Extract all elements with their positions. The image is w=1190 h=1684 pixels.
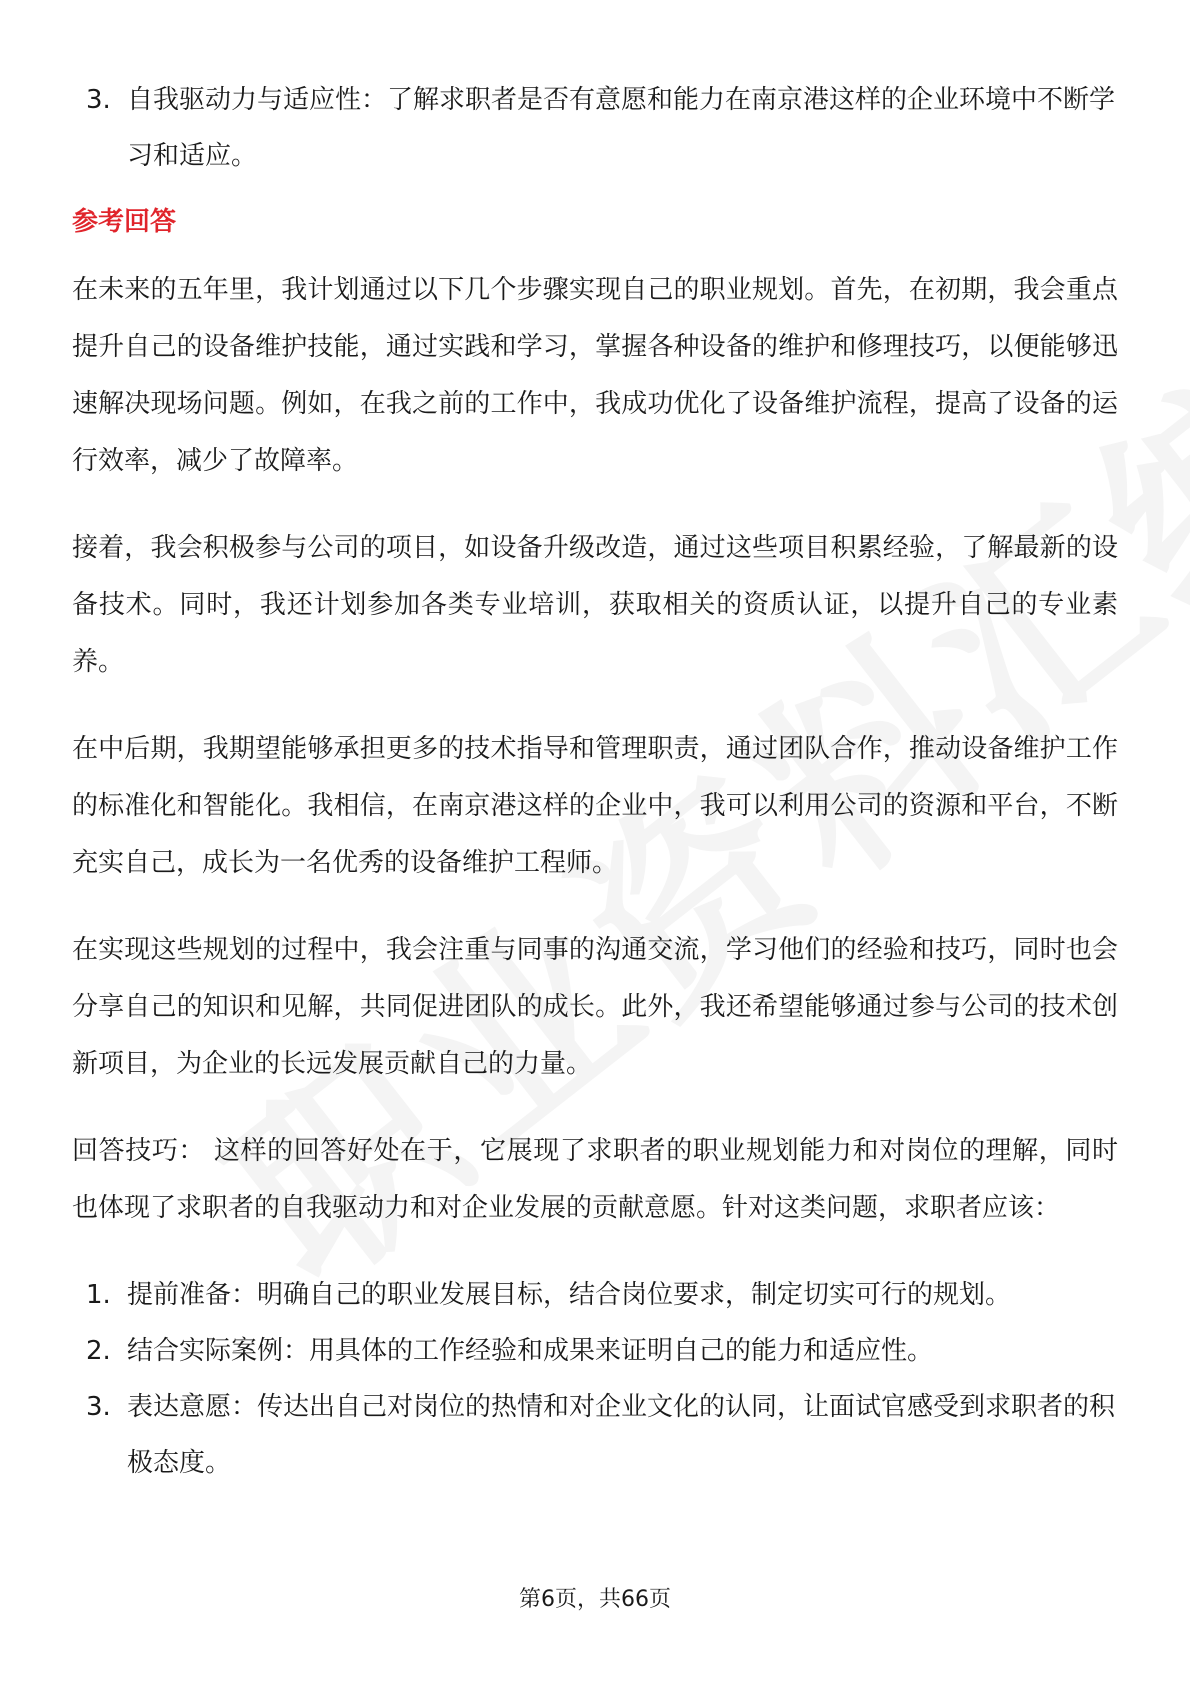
answer-paragraph: 接着，我会积极参与公司的项目，如设备升级改造，通过这些项目积累经验，了解最新的设备技术。同时，我还计划参加各类专业培训，获取相关的资质认证，以提升自己的专业素养。 bbox=[72, 533, 1118, 677]
list-item-number: 3. bbox=[86, 85, 111, 115]
answer-paragraph: 在中后期，我期望能够承担更多的技术指导和管理职责，通过团队合作，推动设备维护工作的标准化和智能化。我相信，在南京港这样的企业中，我可以利用公司的资源和平台，不断充实自己，成长为一名优秀的设备维护工程师。 bbox=[72, 734, 1118, 878]
list-item-text: 自我驱动力与适应性：了解求职者是否有意愿和能力在南京港这样的企业环境中不断学习和适应。 bbox=[127, 85, 1116, 171]
answer-paragraph: 在未来的五年里，我计划通过以下几个步骤实现自己的职业规划。首先，在初期，我会重点提升自己的设备维护技能，通过实践和学习，掌握各种设备的维护和修理技巧，以便能够迅速解决现场问题。例如，在我之前的工作中，我成功优化了设备维护流程，提高了设备的运行效率，减少了故障率。 bbox=[72, 275, 1118, 476]
list-item-text: 提前准备：明确自己的职业发展目标，结合岗位要求，制定切实可行的规划。 bbox=[127, 1280, 1012, 1310]
list-item-number: 1. bbox=[86, 1280, 111, 1310]
list-item-text: 表达意愿：传达出自己对岗位的热情和对企业文化的认同，让面试官感受到求职者的积极态度。 bbox=[127, 1392, 1116, 1478]
list-item bbox=[72, 1323, 1118, 1379]
list-item bbox=[72, 1379, 1118, 1491]
page-number-footer: 第6页，共66页 bbox=[519, 1587, 671, 1612]
tips-list bbox=[72, 1267, 1118, 1491]
list-item-text: 结合实际案例：用具体的工作经验和成果来证明自己的能力和适应性。 bbox=[127, 1336, 934, 1366]
list-item-number: 2. bbox=[86, 1336, 111, 1366]
answer-tips-paragraph: 回答技巧： 这样的回答好处在于，它展现了求职者的职业规划能力和对岗位的理解，同时也体现了求职者的自我驱动力和对企业发展的贡献意愿。针对这类问题，求职者应该： bbox=[72, 1136, 1118, 1223]
answer-paragraph: 在实现这些规划的过程中，我会注重与同事的沟通交流，学习他们的经验和技巧，同时也会分享自己的知识和见解，共同促进团队的成长。此外，我还希望能够通过参与公司的技术创新项目，为企业的长远发展贡献自己的力量。 bbox=[72, 935, 1118, 1079]
criteria-list bbox=[72, 72, 1118, 184]
list-item bbox=[72, 1267, 1118, 1323]
list-item-number: 3. bbox=[86, 1392, 111, 1422]
page-content bbox=[72, 72, 1118, 1491]
list-item bbox=[72, 72, 1118, 184]
reference-answer-heading: 参考回答 bbox=[72, 207, 177, 237]
